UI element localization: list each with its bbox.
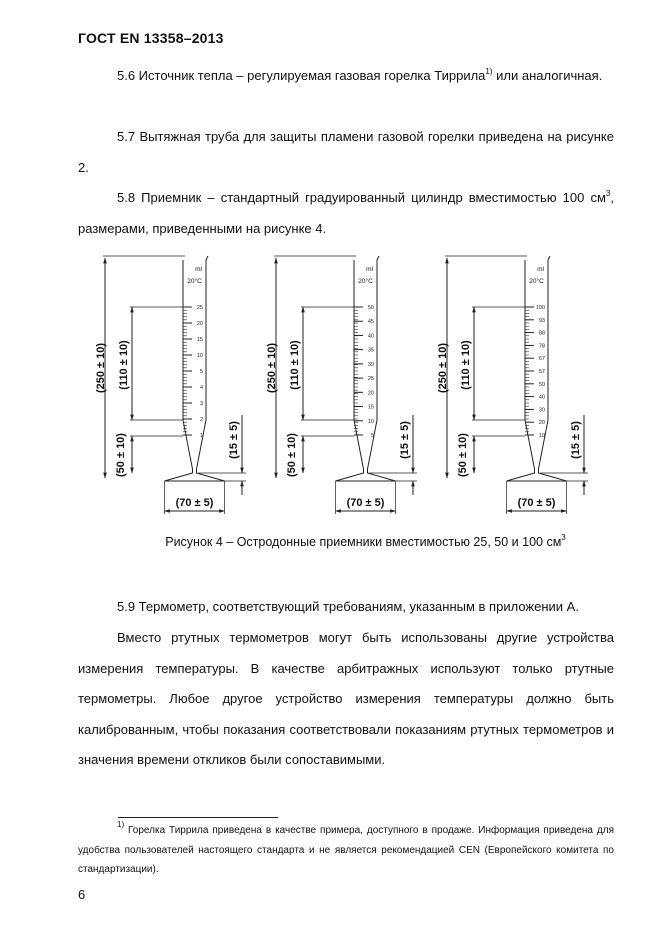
graduation-label: 40: [367, 333, 374, 340]
temperature-label: 20°C: [187, 278, 202, 285]
paragraph-5-6: 5.6 Источник тепла – регулируемая газовая горелка Тиррила$^{1)}$ или аналогичная.: [117, 67, 603, 83]
dim-total-label: (250 ± 10): [95, 342, 107, 394]
dim-scale-label: (110 ± 10): [460, 340, 472, 390]
cylinder-outline-1: [165, 256, 225, 481]
graduation-label: 25: [367, 376, 374, 383]
graduation-label: 67: [538, 356, 545, 363]
graduation-label: 4: [199, 385, 203, 391]
graduation-label: 30: [367, 361, 374, 368]
graduation-label: 5: [199, 369, 203, 375]
graduation-label: 10: [196, 353, 203, 359]
unit-label: ml: [195, 266, 202, 273]
footnote-separator: [118, 817, 278, 818]
dim-lower-label: (50 ± 10): [457, 433, 469, 477]
footnote-ref: 1): [485, 67, 493, 76]
graduation-label: 15: [196, 337, 203, 343]
dim-tip-label: (15 ± 5): [228, 421, 240, 459]
graduation-label: 10: [538, 433, 545, 439]
graduation-label: 3: [199, 401, 203, 407]
graduation-label: 88: [538, 330, 545, 337]
paragraph-5-7: 5.7 Вытяжная труба для защиты пламени газовой горелки приведена на рисунке 2.: [78, 129, 614, 175]
paragraph-thermometers: Вместо ртутных термометров могут быть использованы другие устройства измерения температуры. В качестве арбитражных используют только ртутные термометры. Любое другое устройство измерения температуры должно быть калиброванным, чтобы показания соответствовали показаниям ртутных термометров и значения времени откликов были сопоставимыми.: [78, 630, 614, 767]
graduation-label: 20: [538, 420, 545, 427]
graduation-label: 50: [367, 305, 374, 311]
unit-label: ml: [366, 266, 373, 273]
dim-scale-label: (110 ± 10): [289, 340, 301, 390]
figure-caption: Рисунок 4 – Остродонные приемники вместимостью 25, 50 и 100 $см^3$: [165, 533, 566, 549]
cylinder-outline-3: [507, 256, 567, 481]
temperature-label: 20°C: [358, 278, 373, 285]
graduation-label: 25: [196, 305, 203, 311]
dim-tip-label: (15 ± 5): [399, 421, 411, 459]
graduation-label: 100: [535, 305, 545, 311]
document-header: ГОСТ EN 13358–2013: [78, 30, 224, 46]
graduation-label: 5: [370, 433, 374, 439]
graduation-label: 50: [538, 381, 545, 388]
cylinder-outline-2: [336, 256, 396, 481]
dim-lower-label: (50 ± 10): [286, 433, 298, 477]
graduation-label: 30: [538, 407, 545, 414]
dim-scale-label: (110 ± 10): [118, 340, 130, 390]
dim-total-label: (250 ± 10): [437, 342, 449, 394]
graduation-label: 40: [538, 394, 545, 401]
temperature-label: 20°C: [529, 278, 544, 285]
graduation-label: 10: [367, 418, 374, 425]
graduation-label: 93: [538, 317, 545, 324]
dim-base-label: (70 ± 5): [346, 497, 385, 509]
graduation-label: 2: [199, 417, 203, 423]
graduation-label: 35: [367, 347, 374, 354]
graduation-label: 78: [538, 343, 545, 350]
footnote: $^{1)}$ Горелка Тиррила приведена в качестве примера, доступного в продаже. Информация приведена для удобства пользователей настоящего стандарта и не является рекомендацией CEN (Европейского комитета по стандартизации).: [78, 820, 614, 875]
dim-tip-label: (15 ± 5): [570, 421, 582, 459]
dim-base-label: (70 ± 5): [517, 497, 556, 509]
graduation-label: 1: [199, 433, 203, 439]
graduation-label: 20: [196, 321, 203, 327]
unit-label: ml: [537, 266, 544, 273]
graduation-label: 45: [367, 319, 374, 326]
page-number: 6: [78, 887, 86, 902]
graduation-label: 20: [367, 390, 374, 397]
paragraph-5-8: 5.8 Приемник – стандартный градуированный цилиндр вместимостью 100 $см^3$, размерами, приведенными на рисунке 4.: [78, 189, 614, 236]
paragraph-5-9: 5.9 Термометр, соответствующий требованиям, указанным в приложении А.: [117, 599, 579, 614]
graduation-label: 15: [367, 404, 374, 411]
graduation-label: 57: [538, 369, 545, 375]
dim-total-label: (250 ± 10): [266, 342, 278, 394]
dim-lower-label: (50 ± 10): [115, 433, 127, 477]
dim-base-label: (70 ± 5): [175, 497, 214, 509]
